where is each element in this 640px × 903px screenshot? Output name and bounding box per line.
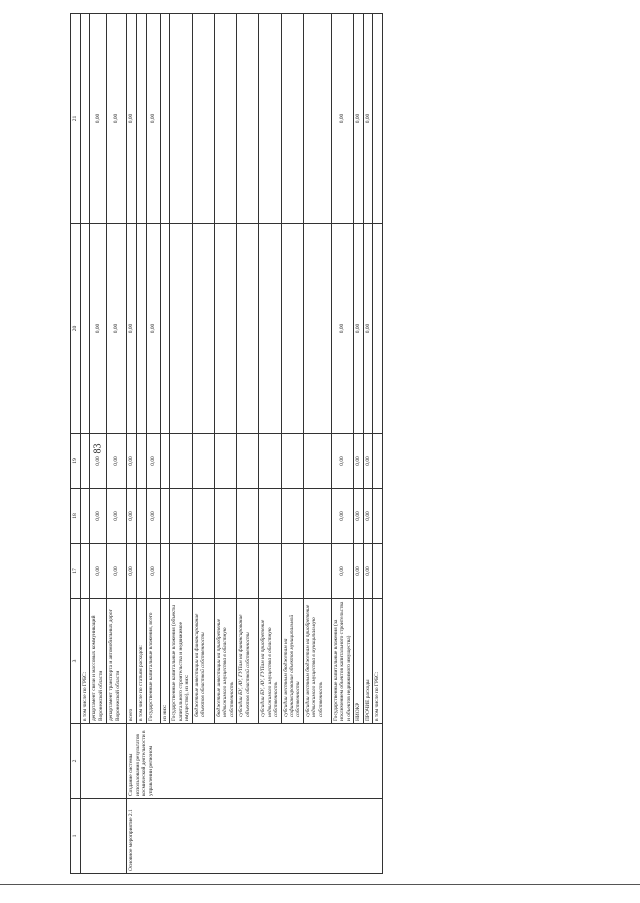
row-label: департамент транспорта и автомобильных дорог Воронежской области bbox=[107, 599, 127, 724]
value-cell: 0,00 bbox=[354, 544, 363, 599]
value-cell: 0,00 bbox=[331, 14, 353, 224]
value-cell bbox=[259, 14, 281, 224]
value-cell bbox=[137, 14, 146, 224]
row-label: департамент связи и массовых коммуникаций Воронежской области bbox=[90, 599, 107, 724]
value-cell bbox=[237, 434, 259, 489]
value-cell bbox=[281, 434, 303, 489]
rotated-table-wrapper bbox=[70, 14, 570, 874]
empty-cell bbox=[80, 799, 126, 874]
value-cell bbox=[80, 14, 89, 224]
value-cell bbox=[160, 489, 169, 544]
value-cell: 0,00 bbox=[354, 489, 363, 544]
value-cell bbox=[137, 544, 146, 599]
table-row bbox=[127, 14, 137, 874]
value-cell bbox=[137, 434, 146, 489]
value-cell bbox=[137, 224, 146, 434]
column-header: 21 bbox=[71, 14, 81, 224]
value-cell bbox=[80, 224, 89, 434]
column-header: 18 bbox=[71, 489, 81, 544]
value-cell: 0,00 bbox=[107, 224, 127, 434]
value-cell bbox=[281, 14, 303, 224]
row-label: НИОКР bbox=[354, 599, 363, 724]
row-label: в том числе по ГРБС: bbox=[373, 599, 382, 724]
row-label: Государственные капитальные вложения, всего bbox=[146, 599, 160, 724]
value-cell: 0,00 bbox=[90, 434, 107, 489]
column-header: 3 bbox=[71, 599, 81, 724]
value-cell bbox=[214, 224, 236, 434]
row-label: в том числе по ГРБС: bbox=[80, 599, 89, 724]
value-cell bbox=[214, 489, 236, 544]
value-cell bbox=[303, 489, 331, 544]
empty-cell bbox=[80, 724, 126, 799]
row-label: Государственные капитальные вложения (объекты капитального строительства и недвижимое имущество), из них: bbox=[170, 599, 192, 724]
value-cell bbox=[373, 14, 382, 224]
row-label: субсидии БУ, АУ, ГУПам на приобретение недвижимого имущества в областную собственность bbox=[259, 599, 281, 724]
value-cell bbox=[237, 489, 259, 544]
value-cell: 0,00 bbox=[363, 489, 372, 544]
value-cell: 0,00 bbox=[90, 14, 107, 224]
value-cell bbox=[259, 544, 281, 599]
value-cell: 0,00 bbox=[363, 14, 372, 224]
row-label: бюджетные инвестиции на финансирование объектов областной собственности bbox=[192, 599, 214, 724]
column-header: 19 bbox=[71, 434, 81, 489]
value-cell bbox=[303, 14, 331, 224]
column-header: 20 bbox=[71, 224, 81, 434]
value-cell bbox=[170, 224, 192, 434]
value-cell bbox=[160, 224, 169, 434]
value-cell: 0,00 bbox=[127, 224, 137, 434]
value-cell bbox=[192, 434, 214, 489]
budget-table bbox=[70, 13, 383, 874]
column-header: 2 bbox=[71, 724, 81, 799]
row-label: бюджетные инвестиции на приобретение недвижимого имущества в областную собственность bbox=[214, 599, 236, 724]
value-cell: 0,00 bbox=[363, 544, 372, 599]
value-cell bbox=[259, 434, 281, 489]
value-cell bbox=[373, 434, 382, 489]
value-cell: 0,00 bbox=[107, 14, 127, 224]
value-cell bbox=[170, 14, 192, 224]
value-cell: 0,00 bbox=[354, 14, 363, 224]
value-cell bbox=[80, 544, 89, 599]
value-cell bbox=[80, 489, 89, 544]
value-cell: 0,00 bbox=[354, 434, 363, 489]
value-cell: 0,00 bbox=[107, 489, 127, 544]
value-cell: 0,00 bbox=[331, 224, 353, 434]
bottom-rule bbox=[0, 884, 640, 885]
value-cell: 0,00 bbox=[127, 544, 137, 599]
row-label: всего bbox=[127, 599, 137, 724]
value-cell bbox=[170, 544, 192, 599]
column-header: 1 bbox=[71, 799, 81, 874]
row-label: ПРОЧИЕ расходы bbox=[363, 599, 372, 724]
row-label: субсидии местным бюджетам на приобретение недвижимого имущества в муниципальную собственность bbox=[303, 599, 331, 724]
value-cell bbox=[281, 224, 303, 434]
value-cell: 0,00 bbox=[146, 224, 160, 434]
value-cell: 0,00 bbox=[331, 489, 353, 544]
value-cell bbox=[192, 14, 214, 224]
value-cell bbox=[373, 489, 382, 544]
row-label: субсидии местным бюджетам на софинансирование объектов муниципальной собственности bbox=[281, 599, 303, 724]
value-cell: 0,00 bbox=[90, 489, 107, 544]
value-cell bbox=[373, 224, 382, 434]
value-cell bbox=[137, 489, 146, 544]
value-cell bbox=[303, 224, 331, 434]
value-cell bbox=[237, 544, 259, 599]
value-cell: 0,00 bbox=[127, 14, 137, 224]
value-cell bbox=[170, 434, 192, 489]
table-body bbox=[80, 14, 382, 874]
value-cell bbox=[303, 434, 331, 489]
value-cell: 0,00 bbox=[107, 434, 127, 489]
value-cell bbox=[170, 489, 192, 544]
page-number: 83 bbox=[92, 443, 104, 454]
value-cell bbox=[192, 544, 214, 599]
row-label: Государственные капитальные вложения (за исключением объектов капитального строительства и объектов недвижимого имущества) bbox=[331, 599, 353, 724]
value-cell: 0,00 bbox=[331, 544, 353, 599]
value-cell bbox=[192, 224, 214, 434]
value-cell: 0,00 bbox=[331, 434, 353, 489]
value-cell bbox=[259, 489, 281, 544]
row-label: субсидии БУ, АУ, ГУПам на финансирование объектов областной собственности bbox=[237, 599, 259, 724]
value-cell: 0,00 bbox=[107, 544, 127, 599]
value-cell bbox=[214, 434, 236, 489]
value-cell bbox=[80, 434, 89, 489]
value-cell: 0,00 bbox=[146, 14, 160, 224]
value-cell: 0,00 bbox=[127, 434, 137, 489]
table-row bbox=[80, 14, 89, 874]
value-cell bbox=[259, 224, 281, 434]
row-label: в том числе по статьям расходов: bbox=[137, 599, 146, 724]
value-cell bbox=[160, 434, 169, 489]
value-cell bbox=[160, 14, 169, 224]
row-label: из них: bbox=[160, 599, 169, 724]
value-cell: 0,00 bbox=[146, 544, 160, 599]
column-header: 17 bbox=[71, 544, 81, 599]
value-cell bbox=[237, 14, 259, 224]
value-cell bbox=[281, 544, 303, 599]
value-cell bbox=[373, 544, 382, 599]
value-cell: 0,00 bbox=[363, 434, 372, 489]
value-cell bbox=[214, 544, 236, 599]
value-cell bbox=[303, 544, 331, 599]
value-cell: 0,00 bbox=[90, 544, 107, 599]
value-cell: 0,00 bbox=[90, 224, 107, 434]
value-cell: 0,00 bbox=[146, 489, 160, 544]
value-cell: 0,00 bbox=[363, 224, 372, 434]
value-cell bbox=[214, 14, 236, 224]
value-cell bbox=[237, 224, 259, 434]
value-cell: 0,00 bbox=[127, 489, 137, 544]
measure-code: Основное мероприятие 2.1 bbox=[127, 799, 383, 874]
value-cell bbox=[192, 489, 214, 544]
value-cell bbox=[160, 544, 169, 599]
measure-name: Создание системы использования результатов космической деятельности в управлении регионом bbox=[127, 724, 383, 799]
value-cell: 0,00 bbox=[146, 434, 160, 489]
value-cell bbox=[281, 489, 303, 544]
header-row bbox=[71, 14, 81, 874]
value-cell: 0,00 bbox=[354, 224, 363, 434]
